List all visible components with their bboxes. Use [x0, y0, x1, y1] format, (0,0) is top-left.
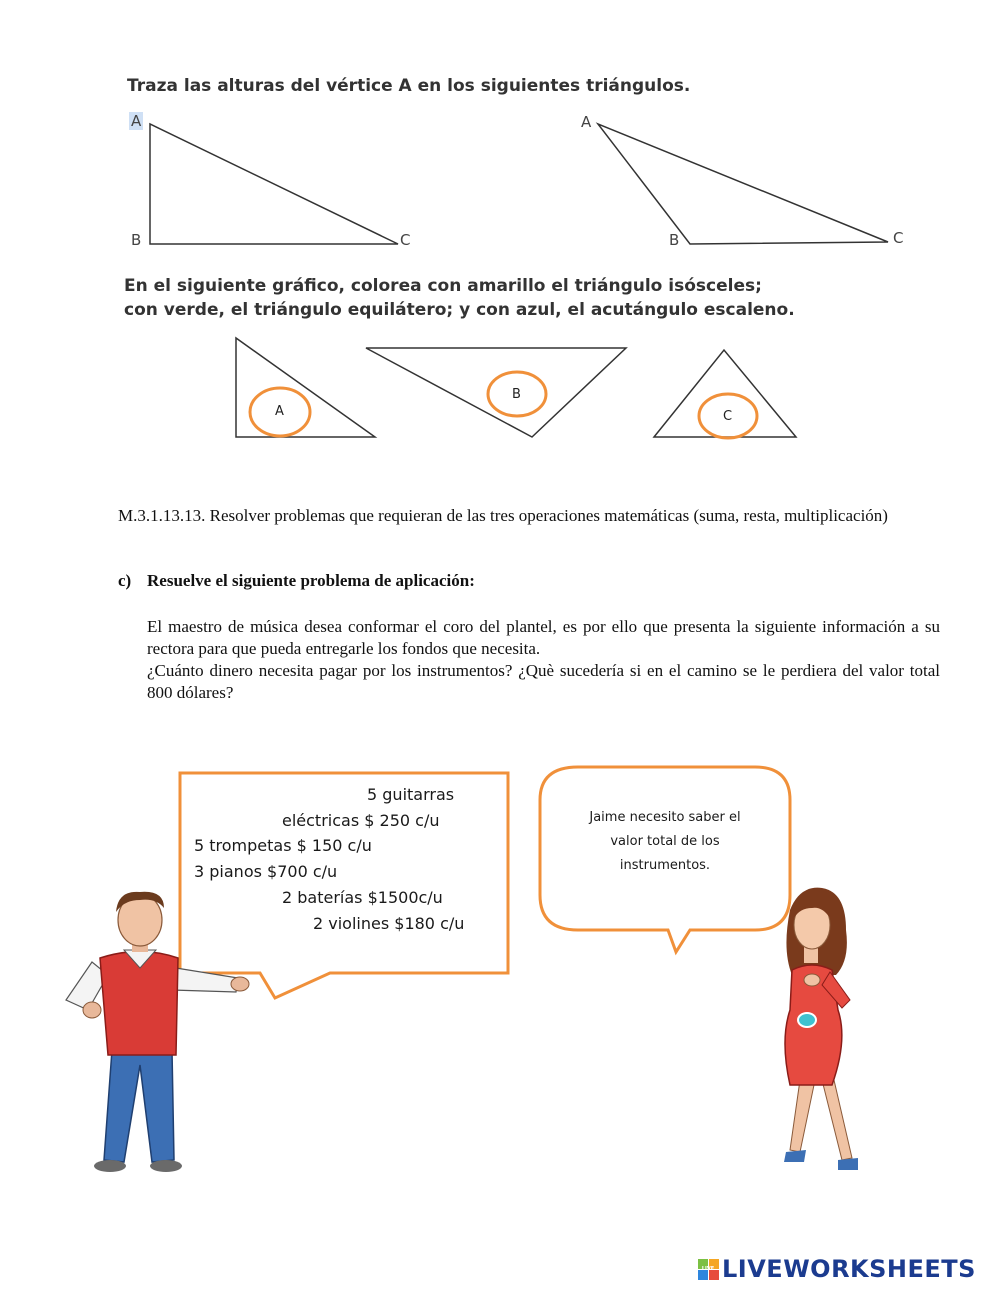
task-title: Resuelve el siguiente problema de aplicación: [147, 571, 475, 590]
teacher-line-1: 5 guitarras [367, 785, 455, 804]
liveworksheets-logo[interactable]: LIVEWORKSHEETS [722, 1255, 976, 1283]
t1-vertex-a: A [131, 112, 142, 130]
task-paragraph-2: ¿Cuánto dinero necesita pagar por los instrumentos? ¿Què sucedería si en el camino se le perdiera del valor total 800 dólares? [147, 661, 940, 702]
rector-figure [784, 888, 858, 1170]
section2-heading-line2: con verde, el triángulo equilátero; y con azul, el acutángulo escaleno. [124, 300, 795, 320]
teacher-speech-bubble [180, 773, 508, 998]
rector-bubble-text [545, 806, 785, 878]
rector-line-2: valor total de los [610, 834, 720, 849]
t1-vertex-c: C [400, 231, 411, 249]
t2-vertex-a: A [581, 113, 592, 131]
teacher-line-5: 2 baterías $1500c/u [282, 888, 443, 907]
skill-text: M.3.1.13.13. Resolver problemas que requieran de las tres operaciones matemáticas (suma, resta, multiplicación) [118, 506, 888, 525]
rector-line-1: Jaime necesito saber el [589, 810, 741, 825]
t2-vertex-c: C [893, 229, 904, 247]
triangle-a [236, 338, 375, 437]
teacher-line-4: 3 pianos $700 c/u [194, 862, 338, 881]
section2-heading-line1: En el siguiente gráfico, colorea con amarillo el triángulo isósceles; [124, 276, 762, 296]
logo-badge-label: LIVE [701, 1266, 715, 1272]
circle-label-c: C [723, 409, 733, 424]
task-paragraph-1: El maestro de música desea conformar el coro del plantel, es por ello que presenta la siguiente información a su rectora para que pueda entregarle los fondos que necesita. [147, 617, 940, 658]
teacher-line-2: eléctricas $ 250 c/u [282, 811, 440, 830]
teacher-line-3: 5 trompetas $ 150 c/u [194, 836, 372, 855]
circle-label-a: A [275, 404, 284, 419]
section1-heading: Traza las alturas del vértice A en los siguientes triángulos. [127, 76, 691, 96]
t2-vertex-b: B [669, 231, 680, 249]
triangle-b [366, 348, 626, 437]
circle-label-b: B [512, 387, 521, 402]
obtuse-triangle [598, 124, 888, 244]
t1-vertex-b: B [131, 231, 142, 249]
teacher-line-6: 2 violines $180 c/u [313, 914, 465, 933]
right-triangle [150, 124, 398, 244]
task-marker: c) [118, 571, 132, 590]
rector-line-3: instrumentos. [619, 858, 711, 873]
